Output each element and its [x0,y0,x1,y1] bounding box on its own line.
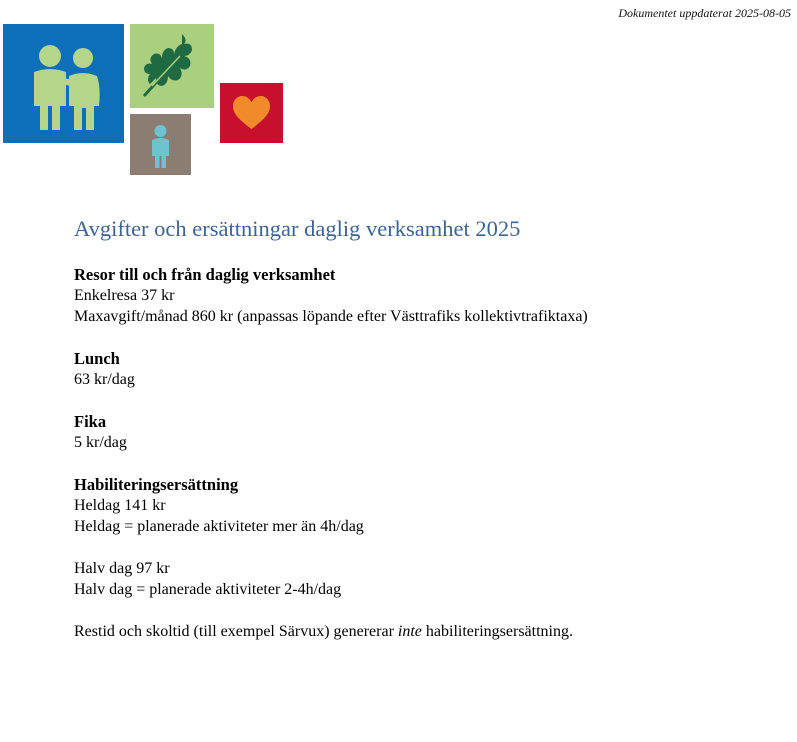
document-title: Avgifter och ersättningar daglig verksamhet 2025 [74,216,521,241]
section-lunch [74,348,774,390]
section-half-day [74,558,774,600]
section-heading: Fika [74,412,107,431]
document-updated-date: Dokumentet uppdaterat 2025-08-05 [618,6,791,20]
section-line: 63 kr/dag [74,371,135,388]
logo-tile-leaf [130,24,214,108]
section-habilitation [74,474,774,537]
note-text: habiliteringsersättning. [421,623,573,640]
heart-icon [220,83,283,143]
section-heading: Habiliteringsersättning [74,475,239,494]
section-line: Halv dag 97 kr [74,560,170,577]
section-line: Heldag 141 kr [74,497,166,514]
people-icon [3,24,124,143]
section-heading: Lunch [74,349,120,368]
section-fika [74,411,774,453]
section-line: Enkelresa 37 kr [74,287,175,304]
section-line: 5 kr/dag [74,434,127,451]
section-line: Heldag = planerade aktiviteter mer än 4h/dag [74,518,364,535]
section-line: Maxavgift/månad 860 kr (anpassas löpande efter Västtrafiks kollektivtrafiktaxa) [74,308,588,325]
document-body [74,214,774,663]
note-text: Restid och skoltid (till exempel Särvux) genererar [74,623,398,640]
oak-leaf-icon [130,24,214,108]
child-icon [130,114,191,175]
logo-tile-heart [220,83,283,143]
logo-tile-people [3,24,124,143]
note-paragraph [74,621,774,642]
section-heading: Resor till och från daglig verksamhet [74,265,336,284]
section-travel [74,264,774,327]
section-line: Halv dag = planerade aktiviteter 2-4h/dag [74,581,342,598]
logo-tile-child [130,114,191,175]
note-emphasis: inte [397,623,422,640]
